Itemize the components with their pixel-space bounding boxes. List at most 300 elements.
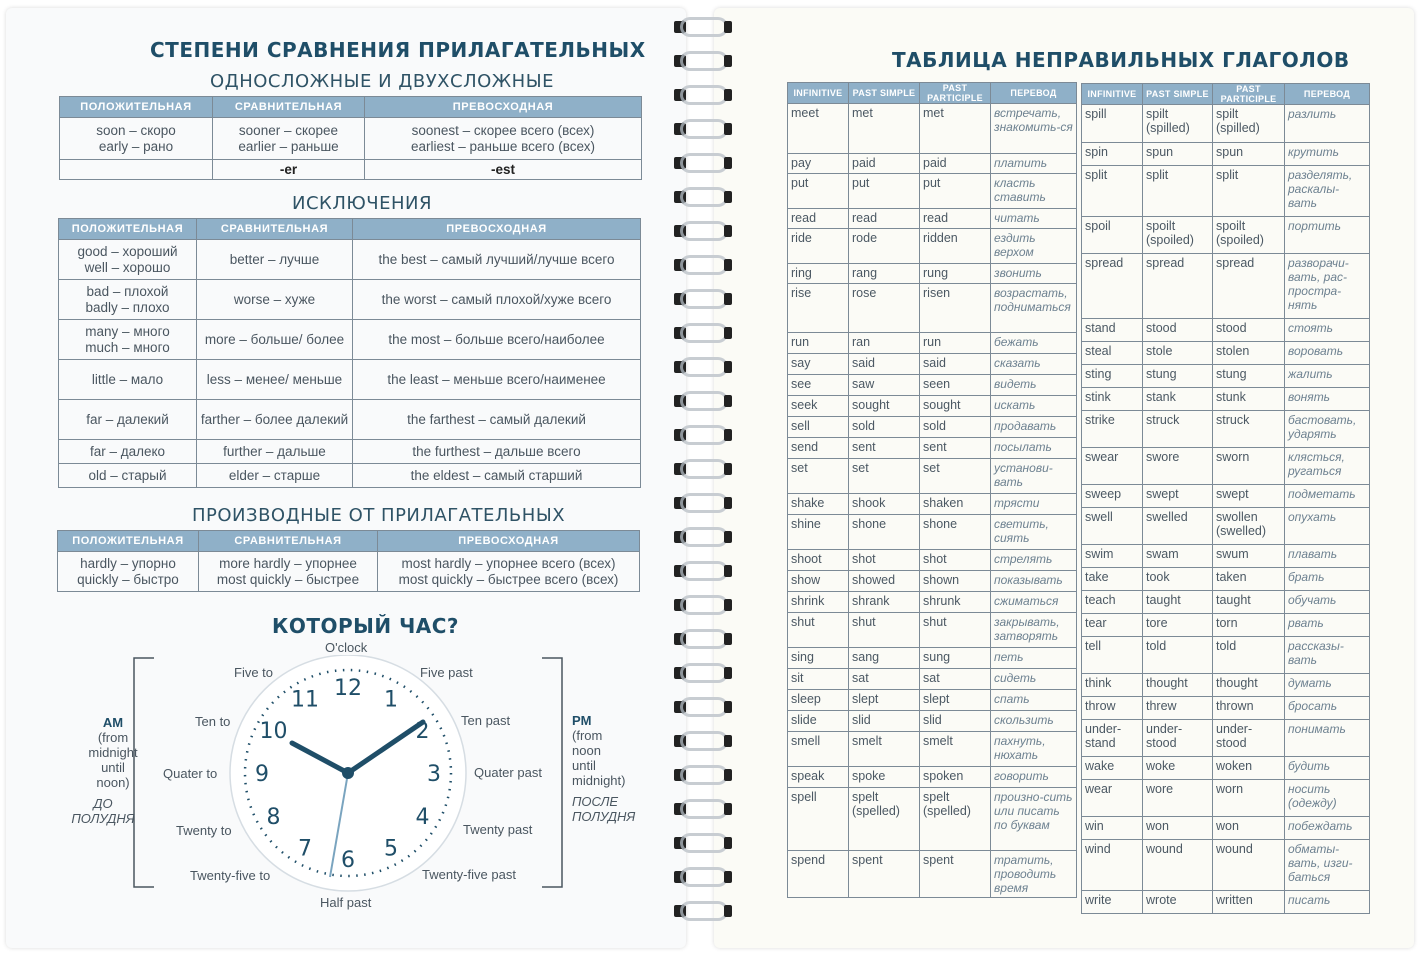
cell-past-simple: smelt [849,732,920,767]
cell-translation: подметать [1285,485,1370,508]
header-past-simple: PAST SIMPLE [849,83,920,104]
label-half-past: Half past [320,895,372,910]
cell-superlative: the best – самый лучший/лучше всего [353,240,641,280]
cell-past-participle: spent [920,851,991,898]
cell-superlative: the eldest – самый старший [353,464,641,488]
cell-infinitive: steal [1082,342,1143,365]
cell-past-simple: ran [849,333,920,354]
spiral-ring [672,763,732,785]
cell-infinitive: wake [1082,757,1143,780]
clock-number: 7 [298,836,312,862]
table-row [59,280,641,320]
cell-translation: плавать [1285,545,1370,568]
cell-translation: вонять [1285,388,1370,411]
label-ten-to: Ten to [195,714,231,729]
header-comparative: СРАВНИТЕЛЬНАЯ [197,219,353,240]
cell-infinitive: shake [788,494,849,515]
cell-past-participle: told [1213,637,1285,674]
spiral-ring [672,695,732,717]
cell-past-participle: split [1213,166,1285,217]
cell-past-simple: wore [1143,780,1213,817]
cell-past-participle: put [920,174,991,209]
spiral-ring [672,525,732,547]
cell-positive: soon – скоро early – рано [60,118,213,160]
table-row [788,592,1077,613]
table-row [1082,365,1370,388]
am-label: AM [102,715,124,730]
table-row [1082,143,1370,166]
table-row [788,767,1077,788]
cell-translation: закрывать, затворять [991,613,1077,648]
cell-past-simple: spelt (spelled) [849,788,920,851]
cell-translation: спать [991,690,1077,711]
table-row [1082,166,1370,217]
cell-past-simple: paid [849,154,920,174]
spiral-ring [672,865,732,887]
cell-past-participle: sought [920,396,991,417]
cell-past-simple: swam [1143,545,1213,568]
cell-translation: сидеть [991,669,1077,690]
cell-infinitive: sweep [1082,485,1143,508]
cell-infinitive: ring [788,264,849,284]
cell-comparative: less – менее/ меньше [197,360,353,400]
spiral-ring [672,151,732,173]
cell-comparative: worse – хуже [197,280,353,320]
table-row [60,160,642,180]
spiral-ring [672,661,732,683]
cell-past-participle: shut [920,613,991,648]
table-row [788,154,1077,174]
cell-past-participle: spoilt (spoiled) [1213,217,1285,254]
cell-past-simple: wound [1143,840,1213,891]
header-superlative: ПРЕВОСХОДНАЯ [378,531,640,552]
cell-past-simple: told [1143,637,1213,674]
cell-past-simple: sang [849,648,920,669]
cell-past-simple: swept [1143,485,1213,508]
cell-past-simple: shot [849,550,920,571]
cell-past-participle: spilt (spilled) [1213,105,1285,143]
cell-translation: думать [1285,674,1370,697]
cell-past-simple: spoke [849,767,920,788]
cell-past-participle: worn [1213,780,1285,817]
spiral-ring [672,219,732,241]
cell-positive: far – далекий [59,400,197,440]
cell-past-participle: under-stood [1213,720,1285,757]
cell-past-simple: threw [1143,697,1213,720]
cell-positive: good – хороший well – хорошо [59,240,197,280]
header-past-simple: PAST SIMPLE [1143,84,1213,105]
cell-comparative: -er [213,160,365,180]
clock-number: 2 [415,719,430,744]
cell-past-simple: split [1143,166,1213,217]
clock-number: 1 [384,687,398,713]
cell-translation: видеть [991,375,1077,396]
table-row [788,354,1077,375]
cell-past-simple: put [849,174,920,209]
cell-past-participle: sent [920,438,991,459]
cell-past-participle: sworn [1213,448,1285,485]
table-row [1082,508,1370,545]
spiral-ring [672,49,732,71]
cell-past-participle: said [920,354,991,375]
cell-past-participle: wound [1213,840,1285,891]
cell-translation: бросать [1285,697,1370,720]
table-row [1082,448,1370,485]
table-row [1082,217,1370,254]
cell-positive: far – далеко [59,440,197,464]
cell-translation: воровать [1285,342,1370,365]
cell-past-simple: spent [849,851,920,898]
cell-past-participle: stunk [1213,388,1285,411]
cell-translation: посылать [991,438,1077,459]
table-row [788,851,1077,898]
cell-past-participle: risen [920,284,991,333]
clock-title: КОТОРЫЙ ЧАС? [272,614,459,638]
cell-past-participle: shone [920,515,991,550]
cell-translation: обматы-вать, изги-баться [1285,840,1370,891]
clock-number: 4 [415,805,430,830]
table-row [59,360,641,400]
cell-past-simple: swore [1143,448,1213,485]
cell-superlative: soonest – скорее всего (всех) earliest – раньше всего (всех) [365,118,642,160]
table-row [59,440,641,464]
spiral-ring [672,627,732,649]
spiral-ring [672,729,732,751]
cell-past-simple: met [849,104,920,154]
table-row [788,732,1077,767]
label-five-past: Five past [420,665,473,680]
cell-translation: носить (одежду) [1285,780,1370,817]
cell-translation: тратить, проводить время [991,851,1077,898]
cell-translation: побеждать [1285,817,1370,840]
label-twenty-to: Twenty to [176,823,232,838]
cell-past-participle: paid [920,154,991,174]
cell-past-simple: struck [1143,411,1213,448]
cell-translation: платить [991,154,1077,174]
cell-infinitive: sleep [788,690,849,711]
cell-infinitive: spread [1082,254,1143,319]
cell-past-simple: thought [1143,674,1213,697]
cell-infinitive: throw [1082,697,1143,720]
spiral-ring [672,355,732,377]
spiral-ring [672,593,732,615]
clock-number: 3 [427,762,441,787]
cell-past-participle: stung [1213,365,1285,388]
clock-number: 9 [255,762,269,787]
table-row [788,438,1077,459]
cell-translation: светить, сиять [991,515,1077,550]
cell-past-participle: read [920,209,991,229]
cell-translation: ездить верхом [991,229,1077,264]
cell-past-simple: shut [849,613,920,648]
table-exceptions [58,218,641,488]
table-row [788,571,1077,592]
cell-positive: bad – плохой badly – плохо [59,280,197,320]
spiral-ring [672,457,732,479]
spiral-ring [672,423,732,445]
cell-infinitive: sit [788,669,849,690]
table-row [788,669,1077,690]
cell-infinitive: take [1082,568,1143,591]
verbs-table-right [1081,83,1370,914]
header-comparative: СРАВНИТЕЛЬНАЯ [213,97,365,118]
cell-infinitive: spend [788,851,849,898]
cell-past-participle: seen [920,375,991,396]
table-row [1082,891,1370,914]
cell-infinitive: swear [1082,448,1143,485]
cell-past-participle: taken [1213,568,1285,591]
cell-infinitive: send [788,438,849,459]
cell-translation: класть ставить [991,174,1077,209]
cell-translation: крутить [1285,143,1370,166]
cell-past-participle: shaken [920,494,991,515]
cell-infinitive: split [1082,166,1143,217]
cell-positive: little – мало [59,360,197,400]
cell-translation: обучать [1285,591,1370,614]
cell-infinitive: set [788,459,849,494]
label-ten-past: Ten past [461,713,511,728]
spiral-ring [672,321,732,343]
table-row [788,264,1077,284]
cell-infinitive: tear [1082,614,1143,637]
cell-infinitive: tell [1082,637,1143,674]
cell-infinitive: sting [1082,365,1143,388]
table-row [1082,485,1370,508]
table-row [1082,637,1370,674]
cell-infinitive: spell [788,788,849,851]
cell-translation: разворачи-вать, рас-простра-нять [1285,254,1370,319]
cell-past-simple: stung [1143,365,1213,388]
cell-translation: произно-сить или писать по буквам [991,788,1077,851]
cell-past-participle: swept [1213,485,1285,508]
table-row [1082,105,1370,143]
cell-translation: бастовать, ударять [1285,411,1370,448]
label-twentyfive-to: Twenty-five to [190,868,271,883]
label-twenty-past: Twenty past [463,822,533,837]
table-row [1082,614,1370,637]
cell-translation: будить [1285,757,1370,780]
table-row [1082,720,1370,757]
am-ru: ДО ПОЛУДНЯ [71,796,135,826]
cell-past-participle: run [920,333,991,354]
cell-translation: жалить [1285,365,1370,388]
cell-translation: разлить [1285,105,1370,143]
spiral-ring [672,899,732,921]
cell-translation: показывать [991,571,1077,592]
cell-translation: трясти [991,494,1077,515]
table-row [788,396,1077,417]
header-translation: ПЕРЕВОД [991,83,1077,104]
clock-face [226,655,470,895]
cell-translation: петь [991,648,1077,669]
cell-past-simple: shook [849,494,920,515]
cell-past-simple: rode [849,229,920,264]
label-oclock: O'clock [325,640,368,655]
cell-past-participle: set [920,459,991,494]
cell-past-simple: swelled [1143,508,1213,545]
table-row [1082,388,1370,411]
cell-infinitive: swell [1082,508,1143,545]
cell-translation: писать [1285,891,1370,914]
cell-past-simple: won [1143,817,1213,840]
table-row [788,494,1077,515]
cell-past-simple: spoilt (spoiled) [1143,217,1213,254]
cell-past-participle: struck [1213,411,1285,448]
table-row [59,240,641,280]
cell-past-simple: rose [849,284,920,333]
pm-label: PM [572,713,592,728]
cell-infinitive: rise [788,284,849,333]
cell-translation: сжиматься [991,592,1077,613]
cell-translation: рассказы-вать [1285,637,1370,674]
cell-past-participle: rung [920,264,991,284]
cell-positive: many – много much – много [59,320,197,360]
table-row [788,174,1077,209]
cell-past-simple: slept [849,690,920,711]
table-row [788,417,1077,438]
cell-infinitive: sell [788,417,849,438]
pm-note: (from noon until midnight) [572,728,626,788]
cell-infinitive: strike [1082,411,1143,448]
cell-translation: продавать [991,417,1077,438]
cell-past-simple: stood [1143,319,1213,342]
header-positive: ПОЛОЖИТЕЛЬНАЯ [58,531,199,552]
cell-infinitive: teach [1082,591,1143,614]
cell-infinitive: write [1082,891,1143,914]
cell-past-simple: took [1143,568,1213,591]
cell-infinitive: pay [788,154,849,174]
cell-infinitive: run [788,333,849,354]
cell-infinitive: shrink [788,592,849,613]
cell-infinitive: spoil [1082,217,1143,254]
cell-translation: стоять [1285,319,1370,342]
clock-number: 5 [384,836,398,862]
table-row [788,550,1077,571]
cell-infinitive: put [788,174,849,209]
cell-translation: скользить [991,711,1077,732]
cell-past-simple: saw [849,375,920,396]
cell-translation: портить [1285,217,1370,254]
header-infinitive: INFINITIVE [1082,84,1143,105]
cell-past-simple: taught [1143,591,1213,614]
cell-past-participle: shot [920,550,991,571]
cell-translation: звонить [991,264,1077,284]
cell-translation: встречать, знакомить-ся [991,104,1077,154]
pm-block [572,713,642,824]
cell-translation: стрелять [991,550,1077,571]
table-row [788,284,1077,333]
spiral-ring [672,117,732,139]
cell-past-participle: slept [920,690,991,711]
cell-infinitive: slide [788,711,849,732]
table-row [788,613,1077,648]
table-row [1082,697,1370,720]
subtitle-mono-disyllabic: ОДНОСЛОЖНЫЕ И ДВУХСЛОЖНЫЕ [210,71,554,92]
cell-past-participle: slid [920,711,991,732]
cell-infinitive: win [1082,817,1143,840]
table-row [788,375,1077,396]
cell-translation: установи-вать [991,459,1077,494]
cell-past-simple: spun [1143,143,1213,166]
cell-past-participle: stood [1213,319,1285,342]
cell-past-simple: spilt (spilled) [1143,105,1213,143]
table-row [1082,411,1370,448]
cell-past-participle: taught [1213,591,1285,614]
spiral-ring [672,15,732,37]
cell-superlative: the farthest – самый далекий [353,400,641,440]
cell-past-participle: ridden [920,229,991,264]
cell-past-participle: sung [920,648,991,669]
cell-past-participle: won [1213,817,1285,840]
cell-past-simple: tore [1143,614,1213,637]
header-positive: ПОЛОЖИТЕЛЬНАЯ [60,97,213,118]
table-row [60,118,642,160]
cell-superlative: -est [365,160,642,180]
cell-infinitive: stand [1082,319,1143,342]
cell-infinitive: wear [1082,780,1143,817]
cell-past-simple: said [849,354,920,375]
spiral-ring [672,389,732,411]
cell-translation: искать [991,396,1077,417]
cell-positive: old – старый [59,464,197,488]
header-infinitive: INFINITIVE [788,83,849,104]
cell-past-simple: slid [849,711,920,732]
cell-infinitive: under-stand [1082,720,1143,757]
clock-number: 8 [266,805,281,830]
cell-past-participle: spread [1213,254,1285,319]
table-row [788,648,1077,669]
label-quarter-to: Quater to [163,766,218,781]
cell-past-simple: read [849,209,920,229]
cell-past-simple: set [849,459,920,494]
cell-positive: hardly – упорно quickly – быстро [58,552,199,592]
cell-infinitive: stink [1082,388,1143,411]
am-block [71,715,148,826]
cell-past-participle: swollen (swelled) [1213,508,1285,545]
cell-infinitive: ride [788,229,849,264]
cell-past-participle: spoken [920,767,991,788]
cell-superlative: the furthest – дальше всего [353,440,641,464]
cell-past-simple: sought [849,396,920,417]
header-superlative: ПРЕВОСХОДНАЯ [353,219,641,240]
cell-translation: бежать [991,333,1077,354]
cell-past-participle: torn [1213,614,1285,637]
label-five-to: Five to [234,665,274,680]
cell-superlative: the most – больше всего/наиболее [353,320,641,360]
cell-past-participle: spelt (spelled) [920,788,991,851]
verbs-table-left [787,82,1077,898]
cell-past-participle: swum [1213,545,1285,568]
cell-translation: сказать [991,354,1077,375]
cell-infinitive: read [788,209,849,229]
cell-translation: читать [991,209,1077,229]
cell-comparative: further – дальше [197,440,353,464]
cell-comparative: more – больше/ более [197,320,353,360]
header-translation: ПЕРЕВОД [1285,84,1370,105]
cell-translation: брать [1285,568,1370,591]
cell-infinitive: say [788,354,849,375]
table-row [59,320,641,360]
cell-past-participle: written [1213,891,1285,914]
subtitle-derived: ПРОИЗВОДНЫЕ ОТ ПРИЛАГАТЕЛЬНЫХ [192,505,566,526]
cell-superlative: the worst – самый плохой/хуже всего [353,280,641,320]
table-row [788,209,1077,229]
cell-past-participle: sold [920,417,991,438]
cell-superlative: most hardly – упорнее всего (всех) most quickly – быстрее всего (всех) [378,552,640,592]
header-comparative: СРАВНИТЕЛЬНАЯ [199,531,378,552]
cell-infinitive: sing [788,648,849,669]
cell-infinitive: seek [788,396,849,417]
